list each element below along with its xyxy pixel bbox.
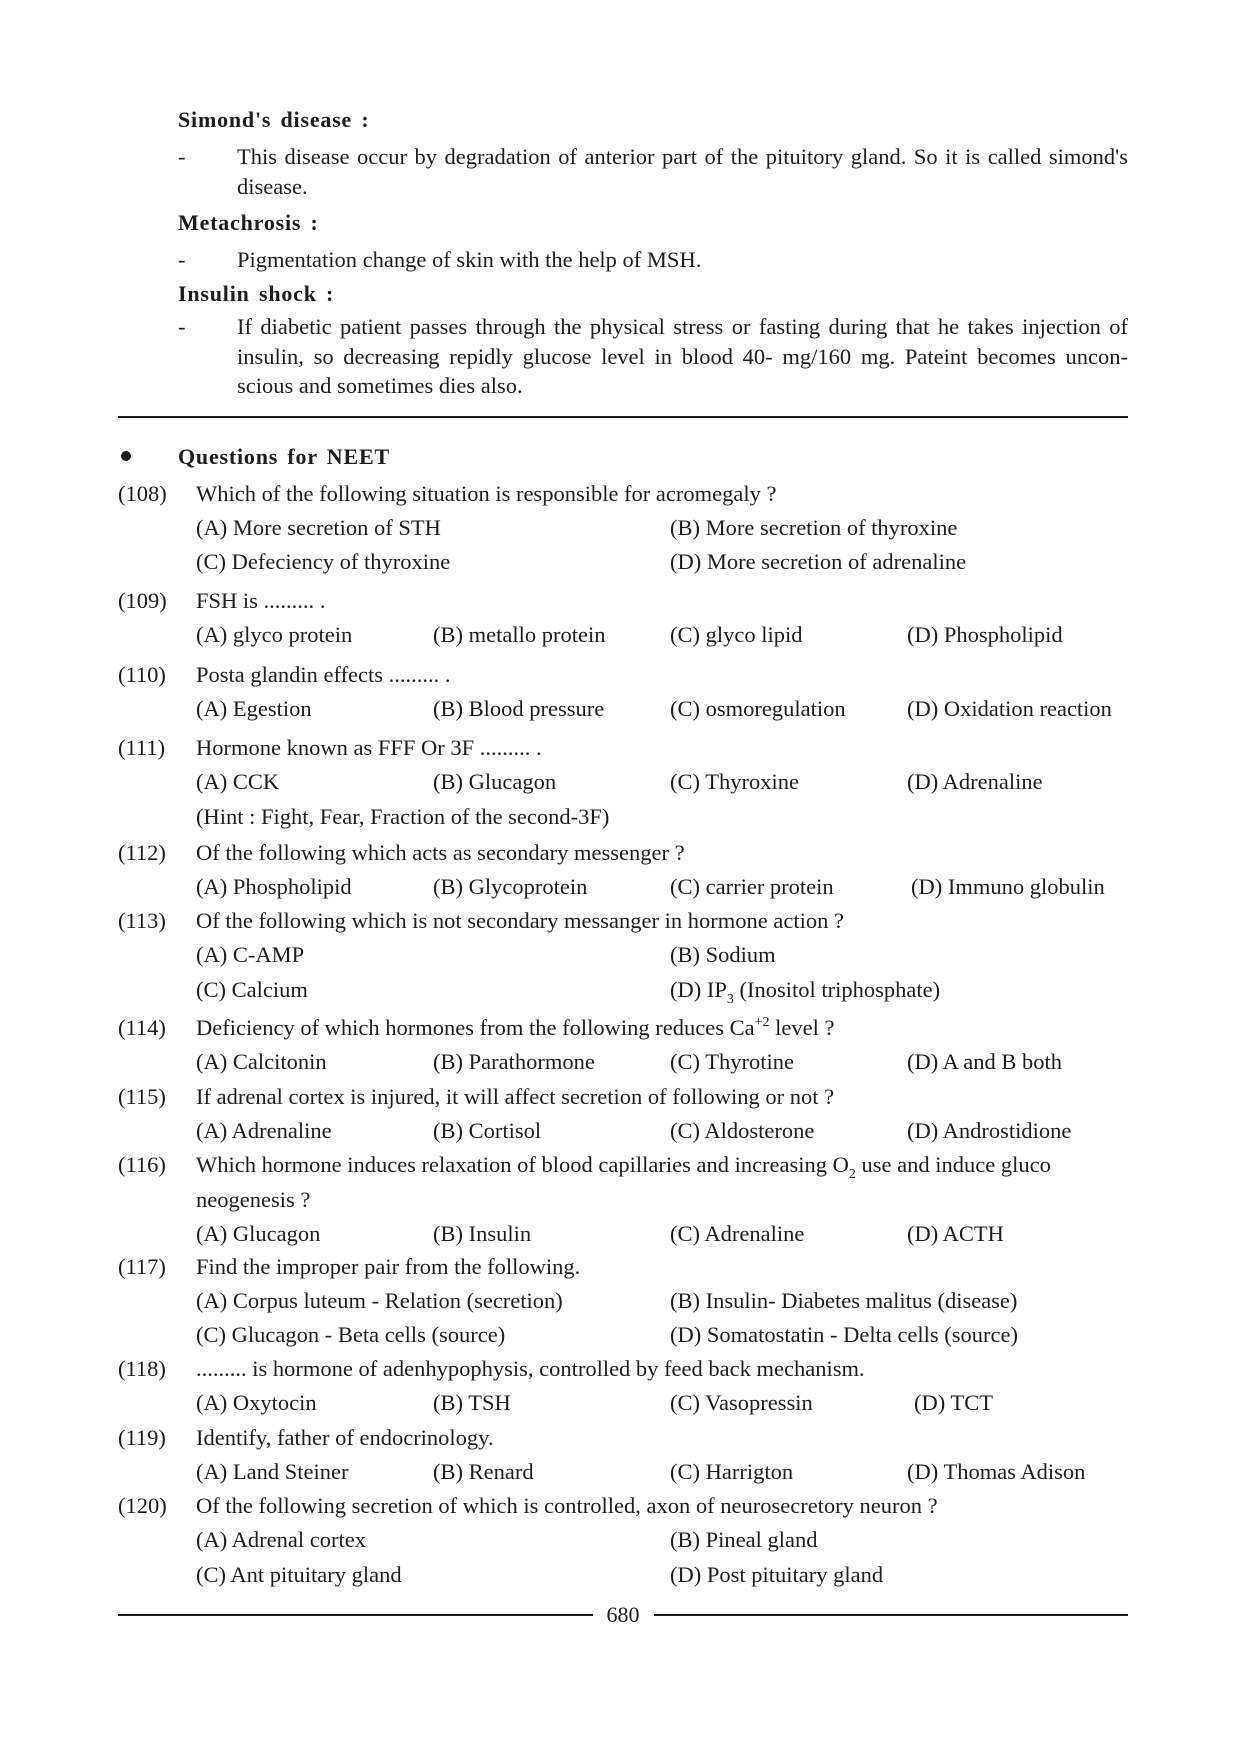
question-text: Which of the following situation is responsible for acromegaly ? <box>196 480 777 506</box>
note-line: Pigmentation change of skin with the help of MSH. <box>237 247 702 273</box>
question-text-line2: neogenesis ? <box>196 1186 311 1212</box>
option-a: (A) C-AMP <box>196 942 305 968</box>
question-111 <box>0 731 1240 834</box>
note-line: If diabetic patient passes through the physical stress or fasting during that he takes injection of <box>237 314 1128 340</box>
options-row <box>0 545 1240 579</box>
option-c: (C) Thyrotine <box>670 1049 794 1075</box>
question-number: (110) <box>118 661 166 687</box>
option-c: (C) Harrigton <box>670 1458 794 1484</box>
section-title: Questions for NEET <box>178 444 390 469</box>
question-row <box>0 836 1240 870</box>
question-row <box>0 584 1240 618</box>
question-text: Find the improper pair from the following. <box>196 1253 581 1279</box>
page-footer <box>118 1603 1128 1627</box>
option-c: (C) osmoregulation <box>670 696 846 722</box>
question-text <box>196 1011 834 1045</box>
question-number: (116) <box>118 1152 166 1178</box>
option-b: (B) More secretion of thyroxine <box>670 514 958 540</box>
option-d: (D) Post pituitary gland <box>670 1561 884 1587</box>
options-row <box>0 692 1240 726</box>
note-body-insulin-shock <box>237 312 1128 401</box>
option-b: (B) Parathormone <box>433 1049 595 1075</box>
question-109 <box>0 584 1240 653</box>
section-divider <box>118 416 1128 418</box>
options-row <box>0 765 1240 799</box>
option-d: (D) TCT <box>914 1390 993 1416</box>
question-row <box>0 1421 1240 1455</box>
option-b: (B) Insulin <box>433 1220 532 1246</box>
option-c: (C) Adrenaline <box>670 1220 805 1246</box>
bullet-icon <box>121 451 131 461</box>
option-a: (A) Adrenaline <box>196 1117 332 1143</box>
note-line: disease. <box>237 173 308 199</box>
question-110 <box>0 658 1240 727</box>
question-number: (111) <box>118 735 166 760</box>
note-dash: - <box>178 314 186 340</box>
option-d: (D) Immuno globulin <box>911 873 1105 899</box>
question-118 <box>0 1352 1240 1421</box>
option-b: (B) Glycoprotein <box>433 873 588 899</box>
note-line: insulin, so decreasing repidly glucose level in blood 40- mg/160 mg. Pateint becomes uncon- <box>237 343 1128 369</box>
option-c: (C) Aldosterone <box>670 1117 815 1143</box>
option-c: (C) glyco lipid <box>670 621 803 647</box>
option-c: (C) Thyroxine <box>670 769 799 795</box>
question-row <box>0 731 1240 765</box>
option-d: (D) Somatostatin - Delta cells (source) <box>670 1322 1019 1348</box>
option-a: (A) Oxytocin <box>196 1390 317 1416</box>
question-number: (117) <box>118 1253 166 1279</box>
question-text: If adrenal cortex is injured, it will affect secretion of following or not ? <box>196 1083 835 1109</box>
question-number: (114) <box>118 1015 166 1041</box>
option-b: (B) Cortisol <box>433 1117 542 1143</box>
question-text-start: Deficiency of which hormones from the following reduces Ca <box>196 1015 755 1041</box>
question-row <box>0 904 1240 938</box>
question-116 <box>0 1148 1240 1251</box>
option-d: (D) Oxidation reaction <box>907 696 1112 722</box>
note-line: This disease occur by degradation of anterior part of the pituitory gland. So it is called simond's <box>237 144 1128 169</box>
question-row-continued <box>0 1183 1240 1217</box>
question-text: FSH is ......... . <box>196 587 326 613</box>
option-b: (B) metallo protein <box>433 621 606 647</box>
option-b: (B) TSH <box>433 1390 511 1416</box>
note-heading-metachrosis: Metachrosis : <box>178 210 319 235</box>
note-heading-insulin-shock: Insulin shock : <box>178 281 335 306</box>
question-number: (108) <box>118 480 167 506</box>
option-a: (A) glyco protein <box>196 621 353 647</box>
question-115 <box>0 1080 1240 1149</box>
question-text: Identify, father of endocrinology. <box>196 1424 494 1450</box>
option-d: (D) Androstidione <box>907 1117 1072 1143</box>
option-b: (B) Glucagon <box>433 769 557 795</box>
question-row <box>0 1011 1240 1045</box>
question-text-superscript: +2 <box>754 1015 770 1031</box>
options-row <box>0 1318 1240 1352</box>
question-119 <box>0 1421 1240 1490</box>
options-row <box>0 973 1240 1007</box>
option-d: (D) A and B both <box>907 1049 1062 1075</box>
option-a: (A) Corpus luteum - Relation (secretion) <box>196 1287 563 1313</box>
question-text-start: Which hormone induces relaxation of blood capillaries and increasing O <box>196 1152 849 1178</box>
options-row <box>0 1045 1240 1079</box>
question-108 <box>0 477 1240 580</box>
question-number: (112) <box>118 839 166 865</box>
option-c: (C) Glucagon - Beta cells (source) <box>196 1322 506 1348</box>
option-d <box>670 973 940 1007</box>
note-body-simonds-disease <box>237 142 1128 201</box>
question-112 <box>0 836 1240 905</box>
question-number: (118) <box>118 1356 166 1381</box>
question-text-end: level ? <box>769 1015 835 1041</box>
question-text: Posta glandin effects ......... . <box>196 661 451 687</box>
question-row <box>0 1148 1240 1182</box>
question-row <box>0 1080 1240 1114</box>
question-number: (115) <box>118 1083 166 1109</box>
option-a: (A) CCK <box>196 769 280 795</box>
question-117 <box>0 1250 1240 1353</box>
options-row <box>0 1284 1240 1318</box>
question-114 <box>0 1011 1240 1080</box>
question-row <box>0 1352 1240 1386</box>
option-d: (D) ACTH <box>907 1220 1004 1246</box>
question-row <box>0 658 1240 692</box>
option-d: (D) More secretion of adrenaline <box>670 549 967 575</box>
question-row <box>0 1250 1240 1284</box>
option-b: (B) Sodium <box>670 942 776 968</box>
question-text-end: use and induce gluco <box>855 1152 1051 1178</box>
note-dash: - <box>178 247 186 273</box>
hint-text: (Hint : Fight, Fear, Fraction of the second-3F) <box>196 803 610 829</box>
option-a: (A) More secretion of STH <box>196 514 441 540</box>
question-text: Of the following which acts as secondary messenger ? <box>196 839 685 865</box>
note-heading-simonds-disease: Simond's disease : <box>178 107 370 132</box>
question-number: (109) <box>118 587 167 613</box>
question-row <box>0 477 1240 511</box>
question-text <box>196 1148 1051 1182</box>
options-row <box>0 511 1240 545</box>
options-row <box>0 938 1240 972</box>
option-a: (A) Egestion <box>196 696 312 722</box>
option-c: (C) Calcium <box>196 976 308 1002</box>
option-b: (B) Insulin- Diabetes malitus (disease) <box>670 1287 1018 1313</box>
option-d: (D) Phospholipid <box>907 621 1063 647</box>
option-d-text-end: (Inositol triphosphate) <box>733 976 941 1002</box>
option-a: (A) Adrenal cortex <box>196 1527 366 1553</box>
options-row <box>0 1523 1240 1557</box>
option-c: (C) Ant pituitary gland <box>196 1561 402 1587</box>
question-120 <box>0 1489 1240 1592</box>
question-number: (113) <box>118 908 166 934</box>
options-row <box>0 1114 1240 1148</box>
question-row <box>0 1489 1240 1523</box>
option-d-text: (D) IP <box>670 976 727 1002</box>
option-a: (A) Phospholipid <box>196 873 352 899</box>
option-d: (D) Thomas Adison <box>907 1458 1086 1484</box>
option-a: (A) Glucagon <box>196 1220 321 1246</box>
options-row <box>0 870 1240 904</box>
question-number: (120) <box>118 1493 167 1519</box>
options-row <box>0 1558 1240 1592</box>
option-c: (C) Defeciency of thyroxine <box>196 549 451 575</box>
options-row <box>0 618 1240 652</box>
option-b: (B) Renard <box>433 1458 534 1484</box>
question-text: Of the following secretion of which is controlled, axon of neurosecretory neuron ? <box>196 1493 938 1519</box>
option-d: (D) Adrenaline <box>907 769 1043 795</box>
options-row <box>0 1455 1240 1489</box>
footer-rule-right <box>654 1614 1129 1616</box>
note-line: scious and sometimes dies also. <box>237 373 523 399</box>
question-text: Of the following which is not secondary messanger in hormone action ? <box>196 908 844 934</box>
option-b: (B) Pineal gland <box>670 1527 818 1553</box>
option-d-subscript: 3 <box>726 991 734 1007</box>
option-b: (B) Blood pressure <box>433 696 605 722</box>
note-body-metachrosis <box>237 245 1128 275</box>
option-a: (A) Land Steiner <box>196 1458 349 1484</box>
question-text: Hormone known as FFF Or 3F ......... . <box>196 735 542 760</box>
question-text-subscript: 2 <box>848 1167 856 1183</box>
question-text: ......... is hormone of adenhypophysis, controlled by feed back mechanism. <box>196 1356 865 1381</box>
option-a: (A) Calcitonin <box>196 1049 327 1075</box>
page-number: 680 <box>606 1602 640 1627</box>
option-c: (C) carrier protein <box>670 873 834 899</box>
hint-row <box>0 800 1240 834</box>
question-113 <box>0 904 1240 1007</box>
options-row <box>0 1386 1240 1420</box>
option-c: (C) Vasopressin <box>670 1390 813 1416</box>
note-dash: - <box>178 144 186 169</box>
footer-rule-left <box>118 1614 593 1616</box>
question-number: (119) <box>118 1424 166 1450</box>
options-row <box>0 1217 1240 1251</box>
